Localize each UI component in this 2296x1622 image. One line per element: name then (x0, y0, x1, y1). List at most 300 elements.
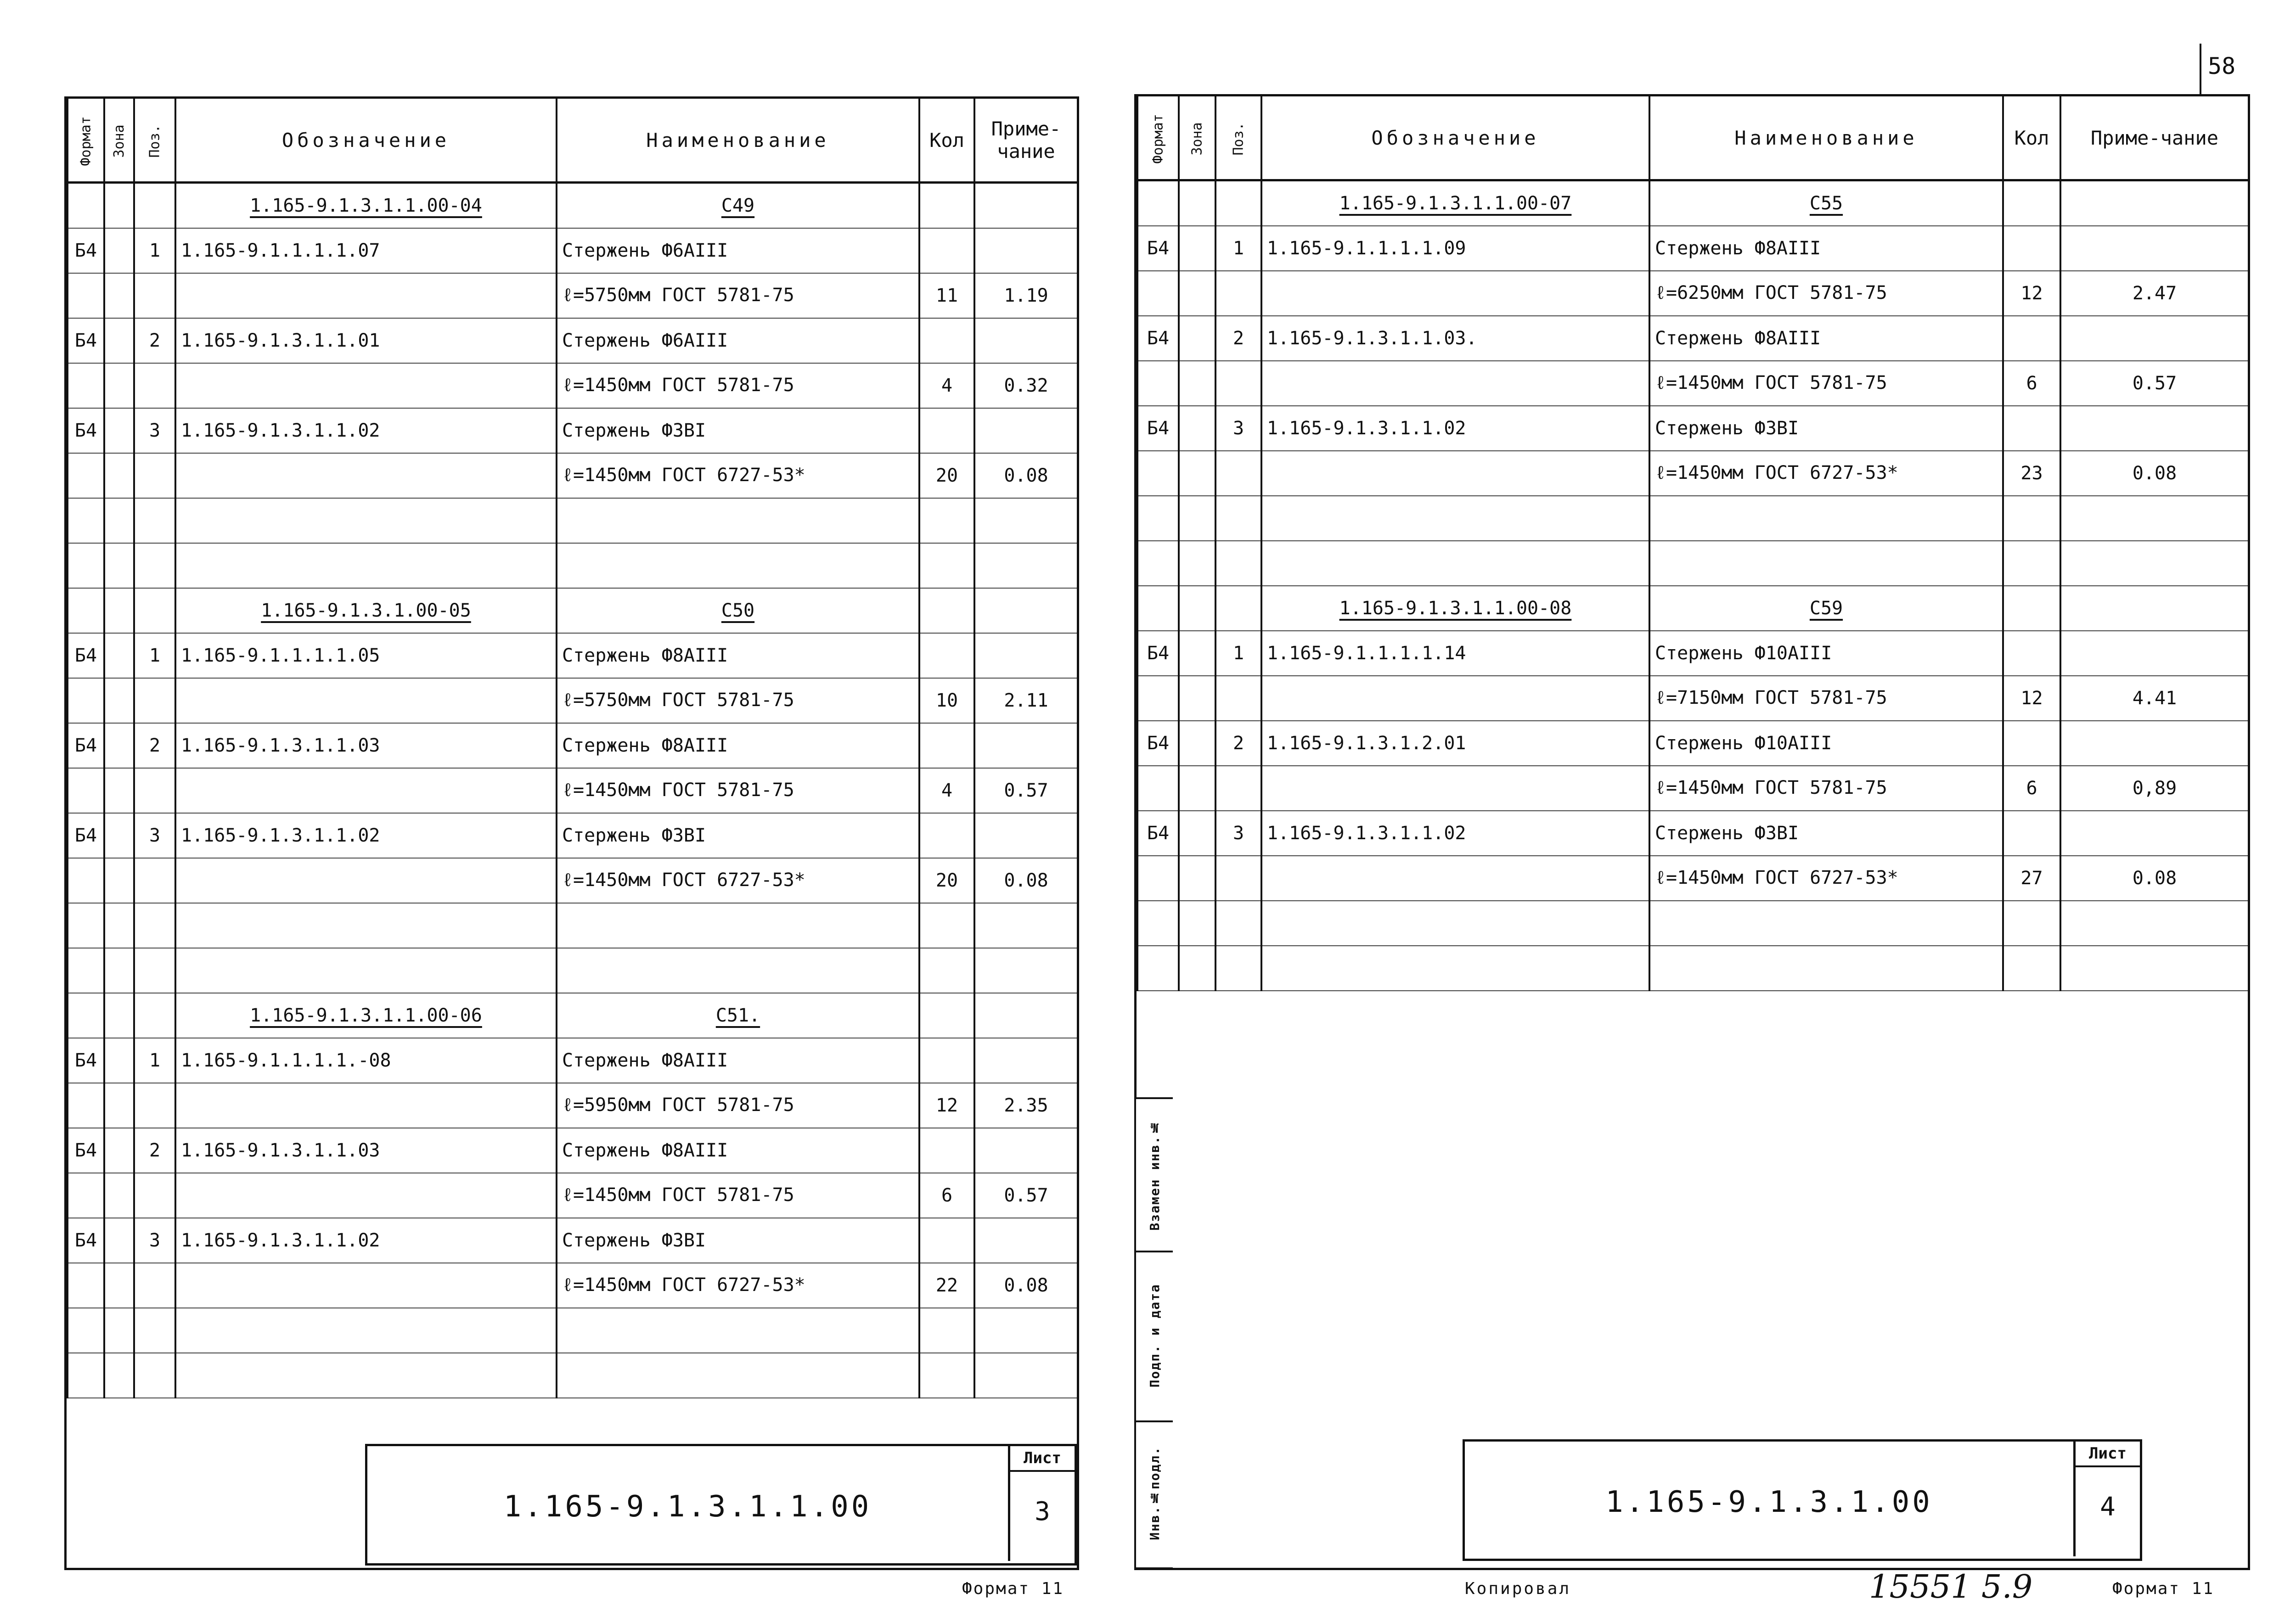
position-cell (134, 1083, 175, 1128)
table-row (68, 408, 1078, 453)
header-qty: Кол (2003, 96, 2060, 180)
note-cell (2060, 811, 2249, 856)
format-cell (68, 543, 104, 588)
qty-cell (2003, 226, 2060, 271)
name-cell: Стержень Ф8АIII (1649, 226, 2003, 271)
qty-cell: 10 (919, 678, 974, 723)
designation-cell: 1.165-9.1.3.1.1.02 (175, 813, 557, 858)
qty-cell: 4 (919, 363, 974, 408)
designation-cell (1261, 946, 1649, 991)
position-cell (1216, 856, 1261, 901)
note-cell: 0.57 (2060, 361, 2249, 406)
name-cell (557, 1353, 919, 1398)
zone-cell (104, 543, 134, 588)
position-cell (134, 273, 175, 318)
group-title-cell: С55 (1649, 180, 2003, 226)
table-row (1137, 811, 2249, 856)
position-cell (134, 678, 175, 723)
format-cell (68, 948, 104, 993)
position-cell (134, 903, 175, 948)
zone-cell (104, 1083, 134, 1128)
format-cell (68, 993, 104, 1038)
zone-cell (1179, 180, 1216, 226)
zone-cell (104, 1218, 134, 1263)
designation-cell (1261, 361, 1649, 406)
zone-cell (1179, 766, 1216, 811)
left-format-note: Формат 11 (962, 1579, 1064, 1598)
position-cell (134, 588, 175, 633)
name-cell: ℓ=1450мм ГОСТ 5781-75 (1649, 361, 2003, 406)
qty-cell (919, 498, 974, 543)
designation-cell (175, 1173, 557, 1218)
note-cell (2060, 541, 2249, 586)
table-row (1137, 586, 2249, 631)
name-cell: ℓ=5750мм ГОСТ 5781-75 (557, 273, 919, 318)
zone-cell (104, 1353, 134, 1398)
table-row (68, 993, 1078, 1038)
qty-cell (2003, 631, 2060, 676)
position-cell (1216, 496, 1261, 541)
format-cell (68, 273, 104, 318)
note-cell (974, 228, 1078, 273)
qty-cell: 23 (2003, 451, 2060, 496)
name-cell (557, 498, 919, 543)
zone-cell (104, 318, 134, 363)
position-cell: 2 (134, 318, 175, 363)
note-cell: 0.08 (974, 453, 1078, 498)
designation-cell (175, 948, 557, 993)
format-cell: Б4 (1137, 406, 1179, 451)
qty-cell (919, 183, 974, 229)
position-cell: 1 (1216, 631, 1261, 676)
table-row (68, 768, 1078, 813)
designation-cell (175, 1263, 557, 1308)
position-cell (1216, 901, 1261, 946)
note-cell (974, 903, 1078, 948)
table-row (1137, 541, 2249, 586)
position-cell (1216, 541, 1261, 586)
header-qty: Кол (919, 99, 974, 183)
zone-cell (1179, 901, 1216, 946)
zone-cell (104, 183, 134, 229)
designation-cell (175, 1353, 557, 1398)
format-cell (68, 1308, 104, 1353)
format-cell: Б4 (68, 1218, 104, 1263)
position-cell (134, 543, 175, 588)
position-cell (134, 183, 175, 229)
header-position: Поз. (1216, 96, 1261, 180)
zone-cell (104, 678, 134, 723)
table-row (68, 723, 1078, 768)
note-cell (2060, 316, 2249, 361)
format-cell: Б4 (1137, 631, 1179, 676)
designation-cell (175, 363, 557, 408)
name-cell: Стержень Ф8АIII (557, 1128, 919, 1173)
format-cell (1137, 676, 1179, 721)
position-cell (134, 993, 175, 1038)
position-cell (134, 1353, 175, 1398)
header-zone: Зона (104, 99, 134, 183)
table-row (1137, 271, 2249, 316)
qty-cell: 12 (2003, 676, 2060, 721)
format-cell (1137, 586, 1179, 631)
name-cell: ℓ=1450мм ГОСТ 6727-53* (557, 453, 919, 498)
designation-cell (1261, 451, 1649, 496)
designation-cell (175, 543, 557, 588)
qty-cell: 22 (919, 1263, 974, 1308)
table-row (68, 678, 1078, 723)
table-row (68, 1308, 1078, 1353)
name-cell: ℓ=7150мм ГОСТ 5781-75 (1649, 676, 2003, 721)
designation-cell (175, 498, 557, 543)
table-row (1137, 361, 2249, 406)
qty-cell (919, 948, 974, 993)
zone-cell (104, 813, 134, 858)
designation-cell: 1.165-9.1.3.1.1.02 (175, 408, 557, 453)
table-row (68, 273, 1078, 318)
note-cell (974, 1308, 1078, 1353)
note-cell (974, 633, 1078, 678)
format-cell (68, 1083, 104, 1128)
name-cell: Стержень Ф3ВI (557, 408, 919, 453)
format-cell (1137, 856, 1179, 901)
stamp-sign-date-text: Подп. и дата (1147, 1283, 1162, 1388)
left-sheet-label: Лист (1010, 1446, 1075, 1472)
note-cell (974, 318, 1078, 363)
group-code-cell: 1.165-9.1.3.1.1.00-07 (1261, 180, 1649, 226)
designation-cell: 1.165-9.1.3.1.1.01 (175, 318, 557, 363)
note-cell: 2.11 (974, 678, 1078, 723)
format-cell (1137, 451, 1179, 496)
name-cell: ℓ=1450мм ГОСТ 6727-53* (557, 858, 919, 903)
group-title-cell: С49 (557, 183, 919, 229)
name-cell: Стержень Ф10АIII (1649, 631, 2003, 676)
note-cell (974, 183, 1078, 229)
format-cell: Б4 (68, 723, 104, 768)
name-cell (1649, 901, 2003, 946)
zone-cell (104, 948, 134, 993)
zone-cell (104, 993, 134, 1038)
group-title-cell: С50 (557, 588, 919, 633)
note-cell (974, 1218, 1078, 1263)
note-cell (2060, 180, 2249, 226)
position-cell (1216, 361, 1261, 406)
position-cell: 2 (1216, 721, 1261, 766)
position-cell (1216, 766, 1261, 811)
zone-cell (1179, 946, 1216, 991)
right-sheet-label: Лист (2076, 1442, 2140, 1467)
name-cell: Стержень Ф8АIII (1649, 316, 2003, 361)
group-code-cell: 1.165-9.1.3.1.00-05 (175, 588, 557, 633)
zone-cell (1179, 676, 1216, 721)
note-cell (2060, 406, 2249, 451)
table-row (68, 813, 1078, 858)
note-cell: 0.08 (2060, 856, 2249, 901)
designation-cell (1261, 496, 1649, 541)
name-cell (557, 948, 919, 993)
position-cell: 2 (1216, 316, 1261, 361)
name-cell: Стержень Ф8АIII (557, 723, 919, 768)
position-cell: 2 (134, 723, 175, 768)
qty-cell: 27 (2003, 856, 2060, 901)
zone-cell (104, 633, 134, 678)
qty-cell (919, 993, 974, 1038)
position-cell (134, 1308, 175, 1353)
zone-cell (104, 1263, 134, 1308)
table-row (1137, 901, 2249, 946)
designation-cell: 1.165-9.1.3.1.1.03 (175, 723, 557, 768)
table-header-row (68, 99, 1078, 183)
designation-cell (1261, 766, 1649, 811)
format-cell (68, 1353, 104, 1398)
note-cell (974, 813, 1078, 858)
format-cell (1137, 271, 1179, 316)
zone-cell (104, 1308, 134, 1353)
note-cell: 0.57 (974, 768, 1078, 813)
format-cell (68, 768, 104, 813)
format-cell (68, 183, 104, 229)
format-cell: Б4 (1137, 226, 1179, 271)
page-number-rule (2200, 44, 2201, 99)
name-cell: ℓ=1450мм ГОСТ 6727-53* (1649, 451, 2003, 496)
table-row (1137, 721, 2249, 766)
designation-cell: 1.165-9.1.1.1.1.-08 (175, 1038, 557, 1083)
left-sheet-box (1008, 1446, 1075, 1561)
designation-cell: 1.165-9.1.1.1.1.09 (1261, 226, 1649, 271)
qty-cell (2003, 946, 2060, 991)
qty-cell (2003, 901, 2060, 946)
format-cell: Б4 (68, 633, 104, 678)
qty-cell (919, 1218, 974, 1263)
format-cell (1137, 901, 1179, 946)
name-cell: Стержень Ф3ВI (557, 1218, 919, 1263)
name-cell: Стержень Ф6АIII (557, 318, 919, 363)
format-cell (68, 858, 104, 903)
note-cell (974, 993, 1078, 1038)
page-number: 58 (2208, 53, 2236, 79)
designation-cell (1261, 676, 1649, 721)
designation-cell: 1.165-9.1.1.1.1.07 (175, 228, 557, 273)
position-cell (1216, 676, 1261, 721)
table-row (1137, 451, 2249, 496)
note-cell (2060, 631, 2249, 676)
group-code-cell: 1.165-9.1.3.1.1.00-06 (175, 993, 557, 1038)
position-cell (1216, 451, 1261, 496)
note-cell (2060, 901, 2249, 946)
name-cell: ℓ=1450мм ГОСТ 5781-75 (557, 768, 919, 813)
left-sheet-number: 3 (1035, 1497, 1050, 1527)
designation-cell (175, 678, 557, 723)
table-row (68, 1083, 1078, 1128)
zone-cell (104, 408, 134, 453)
table-row (68, 543, 1078, 588)
name-cell: ℓ=6250мм ГОСТ 5781-75 (1649, 271, 2003, 316)
name-cell (1649, 496, 2003, 541)
table-row (1137, 676, 2249, 721)
position-cell (134, 1263, 175, 1308)
note-cell (974, 408, 1078, 453)
qty-cell (919, 1128, 974, 1173)
note-cell (974, 1353, 1078, 1398)
name-cell: ℓ=5950мм ГОСТ 5781-75 (557, 1083, 919, 1128)
name-cell: Стержень Ф10АIII (1649, 721, 2003, 766)
zone-cell (104, 723, 134, 768)
note-cell (974, 948, 1078, 993)
position-cell (134, 498, 175, 543)
note-cell (2060, 946, 2249, 991)
designation-cell: 1.165-9.1.3.1.2.01 (1261, 721, 1649, 766)
header-note: Приме-чание (2060, 96, 2249, 180)
designation-cell: 1.165-9.1.1.1.1.05 (175, 633, 557, 678)
format-cell (1137, 180, 1179, 226)
qty-cell (919, 543, 974, 588)
note-cell: 0.08 (974, 858, 1078, 903)
position-cell: 1 (134, 228, 175, 273)
name-cell (557, 903, 919, 948)
qty-cell (2003, 721, 2060, 766)
name-cell: Стержень Ф8АIII (557, 633, 919, 678)
header-designation-text: Обозначение (1371, 126, 1540, 149)
table-row (68, 948, 1078, 993)
header-name-text: Наименование (1734, 126, 1918, 149)
position-cell: 3 (1216, 811, 1261, 856)
designation-cell (175, 1083, 557, 1128)
header-format: Формат (68, 99, 104, 183)
name-cell: Стержень Ф6АIII (557, 228, 919, 273)
format-cell: Б4 (1137, 721, 1179, 766)
stamp-sign-date (1136, 1251, 1173, 1422)
note-cell (974, 1038, 1078, 1083)
table-row (1137, 180, 2249, 226)
name-cell (1649, 946, 2003, 991)
qty-cell (2003, 496, 2060, 541)
position-cell: 2 (134, 1128, 175, 1173)
note-cell (2060, 586, 2249, 631)
designation-cell (1261, 541, 1649, 586)
left-doc-code: 1.165-9.1.3.1.1.00 (503, 1490, 872, 1524)
zone-cell (1179, 226, 1216, 271)
table-row (1137, 316, 2249, 361)
name-cell (557, 1308, 919, 1353)
group-code-cell: 1.165-9.1.3.1.1.00-08 (1261, 586, 1649, 631)
qty-cell (919, 633, 974, 678)
table-row (68, 633, 1078, 678)
note-cell (2060, 721, 2249, 766)
stamp-replace-inv (1136, 1099, 1173, 1252)
name-cell: ℓ=1450мм ГОСТ 5781-75 (557, 363, 919, 408)
left-spec-table (67, 99, 1079, 1398)
position-cell: 3 (134, 408, 175, 453)
zone-cell (104, 273, 134, 318)
name-cell: ℓ=1450мм ГОСТ 6727-53* (1649, 856, 2003, 901)
name-cell: Стержень Ф3ВI (1649, 811, 2003, 856)
designation-cell: 1.165-9.1.1.1.1.14 (1261, 631, 1649, 676)
note-cell: 0.08 (974, 1263, 1078, 1308)
qty-cell (919, 1308, 974, 1353)
qty-cell (919, 588, 974, 633)
designation-cell (1261, 901, 1649, 946)
designation-cell (175, 1308, 557, 1353)
right-sheet (1134, 94, 2250, 1570)
zone-cell (1179, 586, 1216, 631)
table-row (68, 318, 1078, 363)
qty-cell (919, 1038, 974, 1083)
qty-cell: 11 (919, 273, 974, 318)
note-cell: 2.47 (2060, 271, 2249, 316)
name-cell: ℓ=5750мм ГОСТ 5781-75 (557, 678, 919, 723)
table-row (68, 498, 1078, 543)
table-row (68, 858, 1078, 903)
header-name (557, 99, 919, 183)
table-row (68, 183, 1078, 229)
group-code-cell: 1.165-9.1.3.1.1.00-04 (175, 183, 557, 229)
format-cell: Б4 (1137, 811, 1179, 856)
right-sheet-number: 4 (2100, 1492, 2116, 1522)
copied-label: Копировал (1465, 1579, 1571, 1598)
qty-cell (2003, 541, 2060, 586)
table-row (68, 1263, 1078, 1308)
table-row (68, 228, 1078, 273)
left-sheet (64, 96, 1079, 1570)
zone-cell (1179, 541, 1216, 586)
format-cell (1137, 541, 1179, 586)
position-cell (134, 948, 175, 993)
position-cell (134, 363, 175, 408)
note-cell (974, 543, 1078, 588)
name-cell: ℓ=1450мм ГОСТ 5781-75 (1649, 766, 2003, 811)
format-cell (68, 903, 104, 948)
header-name-text: Наименование (646, 129, 830, 152)
format-cell (68, 1263, 104, 1308)
stamp-replace-inv-text: Взамен инв.№ (1147, 1119, 1162, 1231)
table-row (1137, 946, 2249, 991)
position-cell (134, 453, 175, 498)
zone-cell (1179, 406, 1216, 451)
zone-cell (104, 903, 134, 948)
header-zone: Зона (1179, 96, 1216, 180)
right-doc-code: 1.165-9.1.3.1.00 (1605, 1485, 1933, 1519)
table-row (1137, 631, 2249, 676)
qty-cell: 20 (919, 858, 974, 903)
zone-cell (1179, 721, 1216, 766)
zone-cell (1179, 631, 1216, 676)
left-title-block (365, 1444, 1077, 1566)
designation-cell (1261, 271, 1649, 316)
format-cell: Б4 (68, 318, 104, 363)
header-note: Приме-чание (974, 99, 1078, 183)
header-name (1649, 96, 2003, 180)
note-cell: 4.41 (2060, 676, 2249, 721)
zone-cell (1179, 271, 1216, 316)
format-cell (68, 363, 104, 408)
qty-cell: 6 (919, 1173, 974, 1218)
zone-cell (104, 1173, 134, 1218)
position-cell: 3 (134, 813, 175, 858)
designation-cell (1261, 856, 1649, 901)
note-cell: 0.57 (974, 1173, 1078, 1218)
zone-cell (104, 588, 134, 633)
note-cell (974, 498, 1078, 543)
format-cell (68, 588, 104, 633)
zone-cell (1179, 361, 1216, 406)
designation-cell (175, 273, 557, 318)
header-designation (1261, 96, 1649, 180)
format-cell (1137, 496, 1179, 541)
zone-cell (104, 1128, 134, 1173)
zone-cell (104, 858, 134, 903)
designation-cell (175, 858, 557, 903)
position-cell (1216, 586, 1261, 631)
